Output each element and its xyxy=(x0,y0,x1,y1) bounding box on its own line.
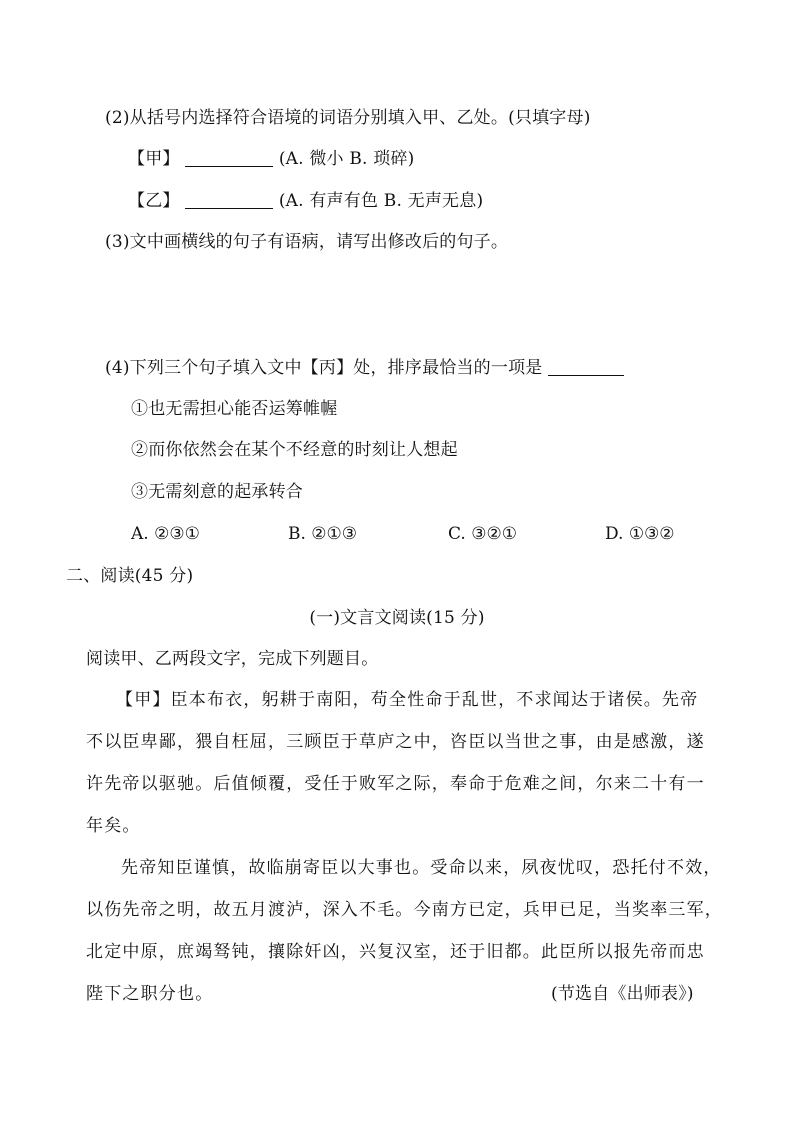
passage-line: 年矣。 xyxy=(86,816,141,836)
reading-instruction: 阅读甲、乙两段文字，完成下列题目。 xyxy=(86,649,379,669)
question-4-prompt: (4)下列三个句子填入文中【丙】处，排序最恰当的一项是 xyxy=(105,358,543,378)
question-2-yi-row xyxy=(128,190,483,212)
question-3-prompt: (3)文中画横线的句子有语病，请写出修改后的句子。 xyxy=(105,232,509,252)
yi-label: 【乙】 xyxy=(128,191,180,211)
passage-line: 陛下之职分也。 xyxy=(86,984,214,1004)
choice-d[interactable]: D. ①③② xyxy=(605,524,675,544)
question-4-sentence: ③无需刻意的起承转合 xyxy=(131,482,303,502)
choice-a[interactable]: A. ②③① xyxy=(131,524,200,544)
passage-line: 【甲】臣本布衣，躬耕于南阳，苟全性命于乱世，不求闻达于诸侯。先帝 xyxy=(116,690,699,710)
passage-line: 北定中原，庶竭驽钝，攘除奸凶，兴复汉室，还于旧都。此臣所以报先帝而忠 xyxy=(86,942,705,962)
question-4-sentence: ①也无需担心能否运筹帷幄 xyxy=(131,399,338,419)
jia-options: (A. 微小 B. 琐碎) xyxy=(278,149,415,169)
question-2-prompt: (2)从括号内选择符合语境的词语分别填入甲、乙处。(只填字母) xyxy=(105,108,591,128)
choice-c[interactable]: C. ③②① xyxy=(448,524,517,544)
section-2-title: 二、阅读(45 分) xyxy=(66,566,194,586)
choice-b[interactable]: B. ②①③ xyxy=(288,524,358,544)
jia-label: 【甲】 xyxy=(128,149,180,169)
passage-line: 不以臣卑鄙，猥自枉屈，三顾臣于草庐之中，咨臣以当世之事，由是感激，遂 xyxy=(86,732,705,752)
yi-options: (A. 有声有色 B. 无声无息) xyxy=(278,191,484,211)
question-4-sentence: ②而你依然会在某个不经意的时刻让人想起 xyxy=(131,440,458,460)
passage-line: 先帝知臣谨慎，故临崩寄臣以大事也。受命以来，夙夜忧叹，恐托付不效， xyxy=(121,858,722,878)
yi-answer-blank[interactable] xyxy=(185,192,273,209)
section-2-subtitle: (一)文言文阅读(15 分) xyxy=(309,608,485,628)
question-2-jia-row xyxy=(128,148,414,170)
passage-source: (节选自《出师表》) xyxy=(551,984,694,1004)
passage-line: 许先帝以驱驰。后值倾覆，受任于败军之际，奉命于危难之间，尔来二十有一 xyxy=(86,774,705,794)
passage-line: 以伤先帝之明，故五月渡泸，深入不毛。今南方已定，兵甲已足，当奖率三军， xyxy=(86,900,723,920)
question-4-row xyxy=(105,357,624,379)
question-4-answer-blank[interactable] xyxy=(548,359,624,376)
jia-answer-blank[interactable] xyxy=(185,150,273,167)
